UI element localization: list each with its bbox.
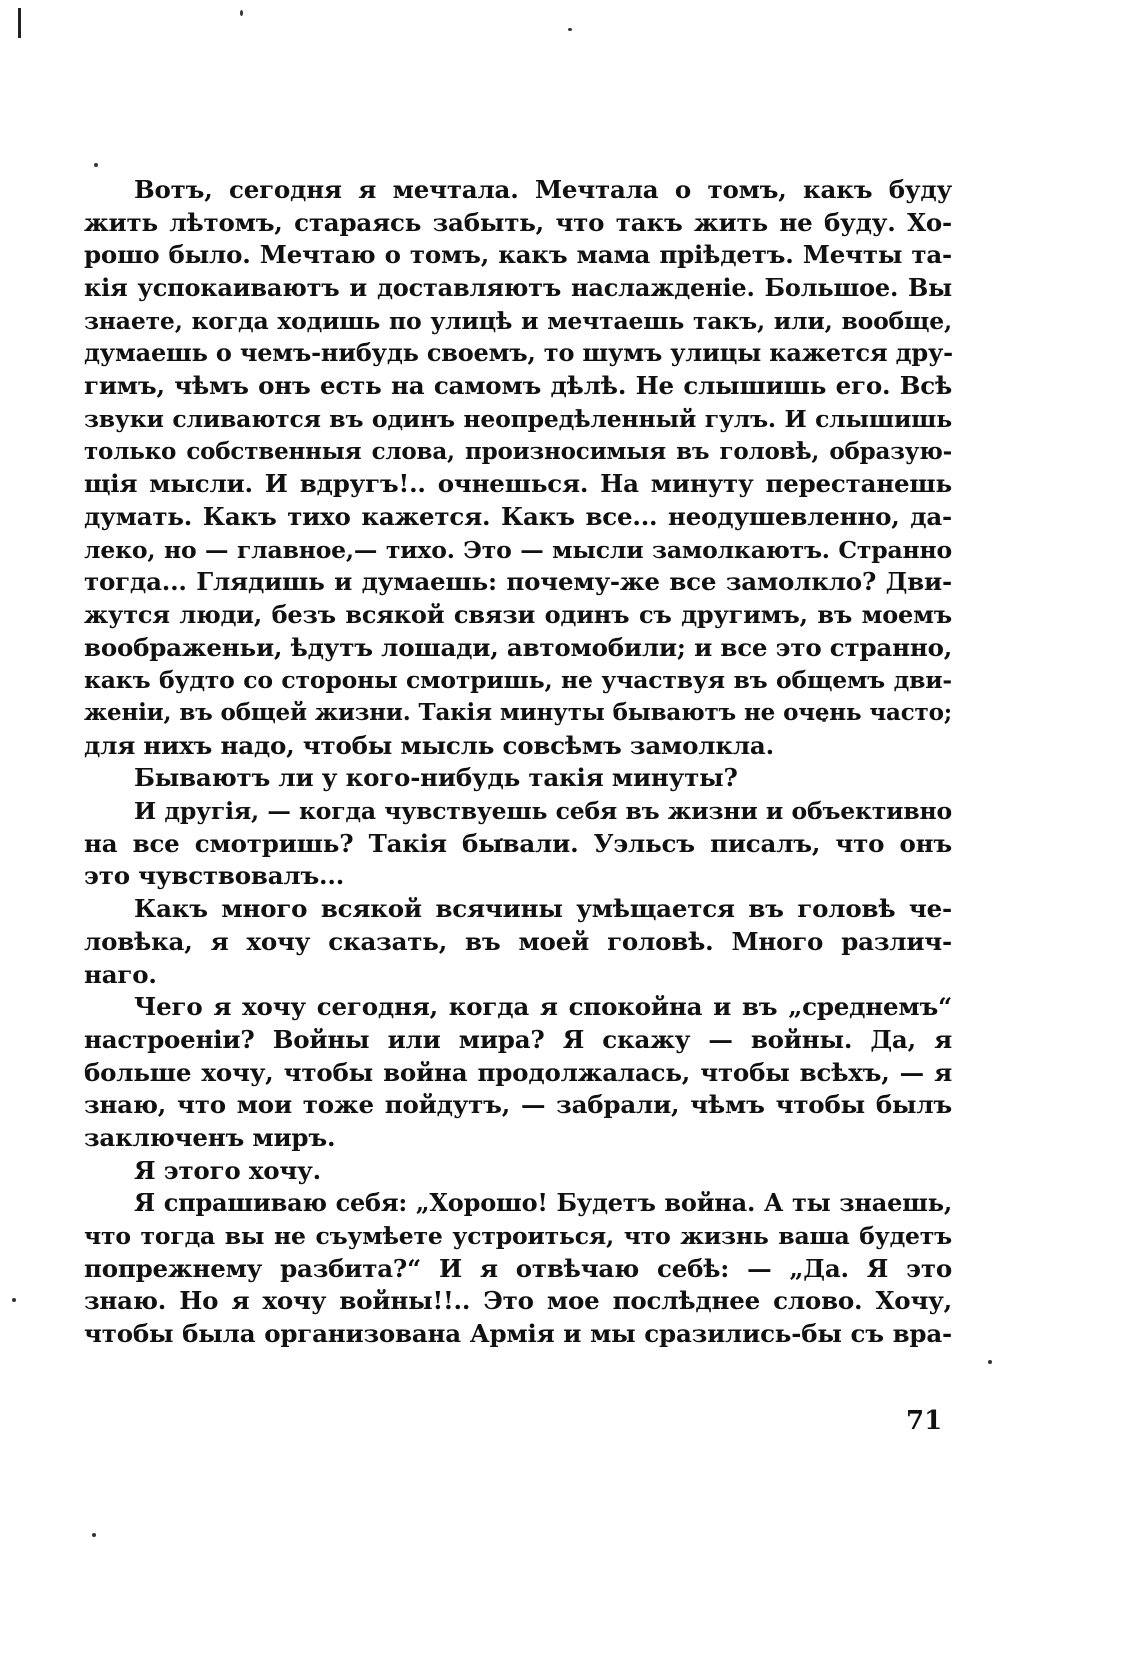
text-line: думать. Какъ тихо кажется. Какъ все... неодушевленно, да- [84,501,952,531]
scan-speck [240,10,243,16]
scan-speck [94,163,98,167]
text-line: тогда... Глядишь и думаешь: почему-же все замолкло? Дви- [84,567,952,597]
text-line: щія мысли. И вдругъ!.. очнешься. На минуту перестанешь [84,469,952,499]
scan-speck [988,1360,992,1364]
text-line: кія успокаиваютъ и доставляютъ наслажденіе. Большое. Вы [84,273,952,303]
text-line: это чувствовалъ... [84,861,345,891]
text-line: какъ будто со стороны смотришь, не участвуя въ общемъ дви- [84,666,952,695]
scan-speck [568,28,572,31]
text-line: жутся люди, безъ всякой связи одинъ съ другимъ, въ моемъ [84,599,952,629]
text-line: наго. [84,959,157,989]
text-line: ловѣка, я хочу сказать, въ моей головѣ. Много различ- [84,926,952,956]
text-line: жить лѣтомъ, стараясь забыть, что такъ жить не буду. Хо- [84,207,952,237]
text-line: Я спрашиваю себя: „Хорошо! Будетъ война. А ты знаешь, [134,1188,952,1218]
text-line: Я этого хочу. [134,1155,321,1185]
text-line: Вотъ, сегодня я мечтала. Мечтала о томъ, какъ буду [134,175,952,204]
text-line: попрежнему разбита?“ И я отвѣчаю себѣ: — „Да. Я это [84,1253,952,1283]
text-line: знаю, что мои тоже пойдутъ, — забрали, чѣмъ чтобы былъ [84,1090,952,1120]
text-line: на все смотришь? Такія бывали. Уэльсъ писалъ, что онъ [84,828,952,858]
text-line: Чего я хочу сегодня, когда я спокойна и въ „среднемъ“ [134,992,952,1022]
scan-speck [12,1298,16,1302]
text-line: воображеньи, ѣдутъ лошади, автомобили; и все это странно, [84,632,953,662]
text-line: знаю. Но я хочу войны!!.. Это мое послѣднее слово. Хочу, [84,1286,952,1316]
body-text [84,174,952,1351]
text-line: что тогда вы не съумѣете устроиться, что жизнь ваша будетъ [84,1222,952,1250]
text-line: заключенъ миръ. [84,1122,336,1152]
text-line: для нихъ надо, чтобы мысль совсѣмъ замолкла. [84,730,774,760]
text-line: Какъ много всякой всячины умѣщается въ головѣ че- [134,894,952,924]
text-line: Бываютъ ли у кого-нибудь такія минуты? [134,763,738,793]
text-line: думаешь о чемъ-нибудь своемъ, то шумъ улицы кажется дру- [84,338,953,368]
text-line: только собственныя слова, произносимыя въ головѣ, образую- [84,437,952,465]
text-line: знаете, когда ходишь по улицѣ и мечтаешь такъ, или, вообще, [84,306,952,335]
text-line: настроеніи? Войны или мира? Я скажу — войны. Да, я [84,1024,952,1054]
text-line: рошо было. Мечтаю о томъ, какъ мама пріѣдетъ. Мечты та- [84,240,952,270]
scan-edge-mark [18,8,21,38]
text-line: больше хочу, чтобы война продолжалась, чтобы всѣхъ, — я [84,1057,952,1087]
text-line: гимъ, чѣмъ онъ есть на самомъ дѣлѣ. Не слышишь его. Всѣ [84,371,952,401]
scan-speck [92,1533,96,1537]
text-line: И другія, — когда чувствуешь себя въ жизни и объективно [134,797,952,826]
text-line: леко, но — главное,— тихо. Это — мысли замолкаютъ. Странно [84,535,952,564]
text-line: чтобы была организована Армія и мы сразились-бы съ вра- [84,1319,952,1349]
text-line: звуки сливаются въ одинъ неопредѣленный гулъ. И слышишь [84,404,952,433]
page-number: 71 [906,1406,943,1436]
text-line: женіи, въ общей жизни. Такія минуты бываютъ не очень часто; [84,699,952,726]
